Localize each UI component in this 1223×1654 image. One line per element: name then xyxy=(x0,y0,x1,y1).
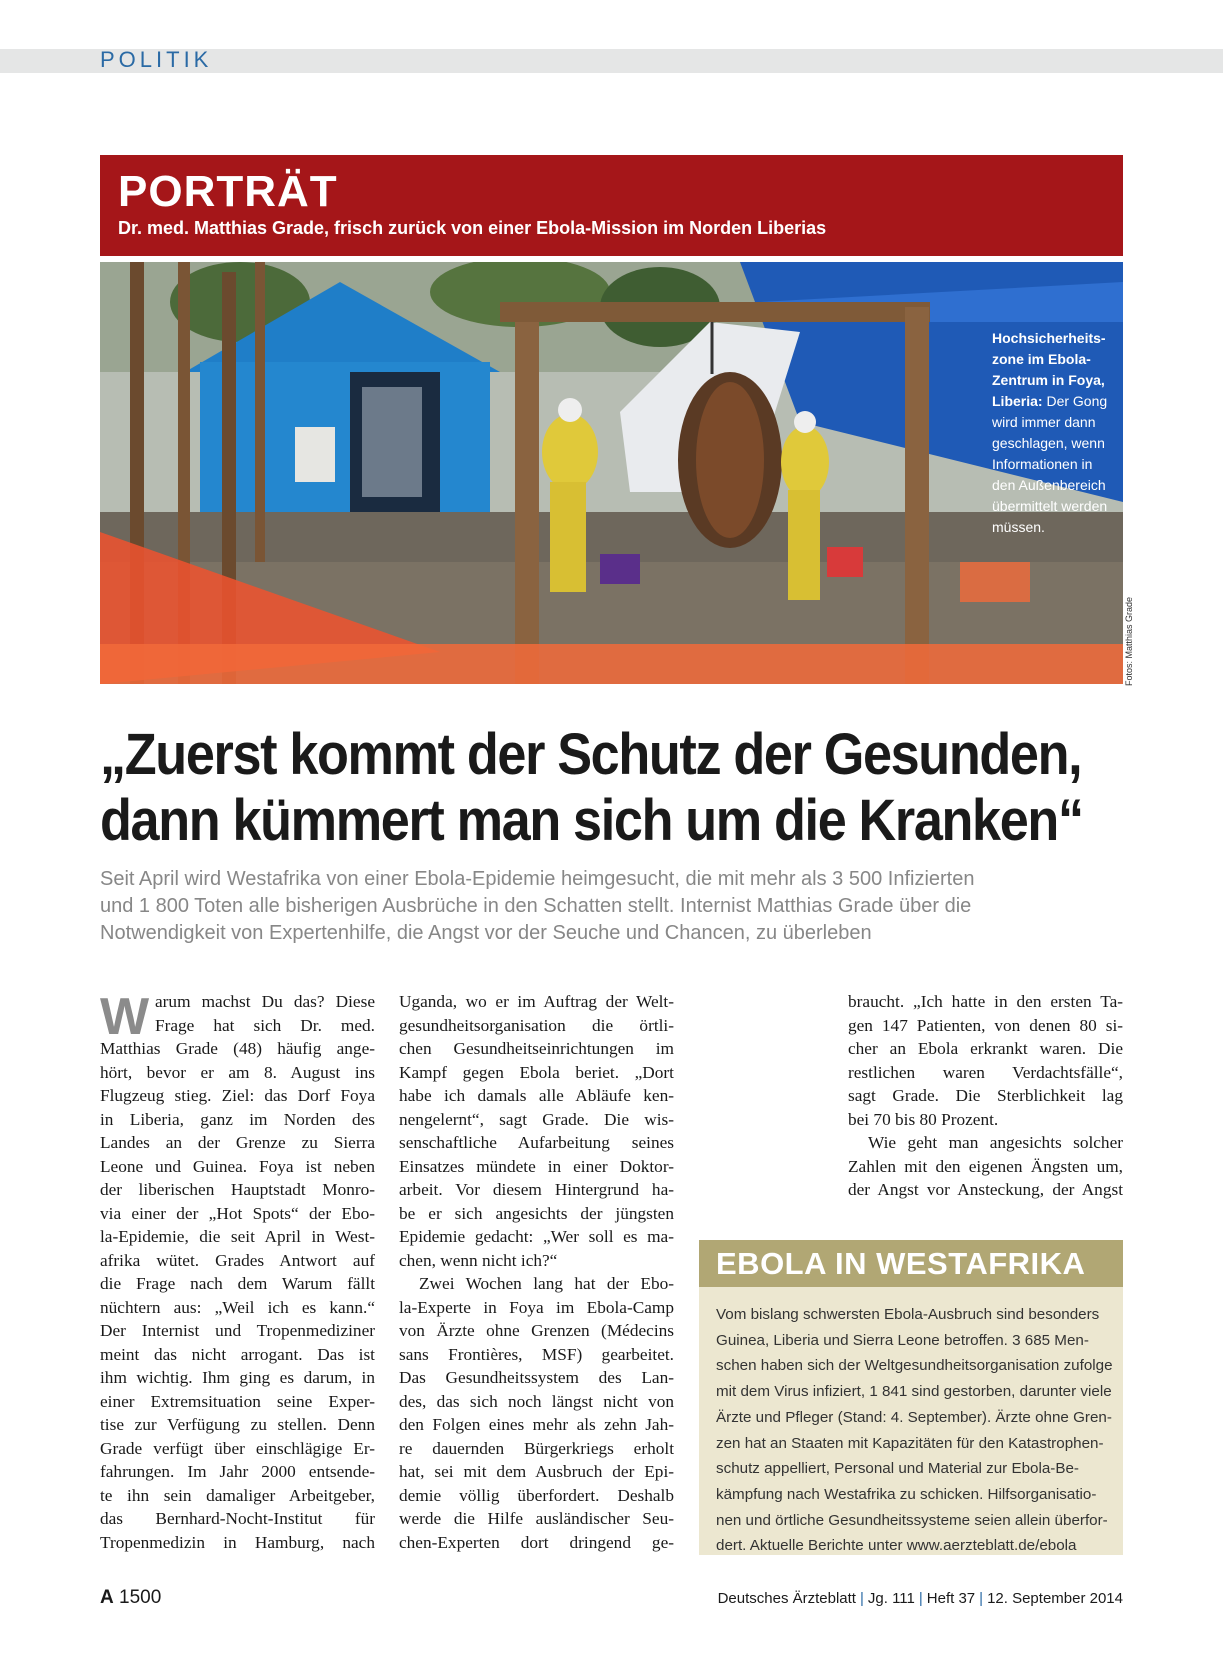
article-column-3: braucht. „Ich hatte in den ersten Ta- gen 147 Patienten, von denen 80 si- cher an Ebola erkrankt waren. Die restlichen waren Verdachtsfälle“, sagt Grade. Die Sterblichkeit lag bei 70 bis 80 Prozent. Wie geht man angesichts solcher Zahlen mit den eigenen Ängsten um, der Angst vor Ansteckung, der Angst xyxy=(848,992,1123,1199)
journal-date: 12. September 2014 xyxy=(987,1590,1123,1607)
caption-bold: Hochsicherheits- zone im Ebola- Zentrum in Foya, Liberia: xyxy=(992,330,1106,409)
journal-footer: Deutsches Ärzteblatt | Jg. 111 | Heft 37 | 12. September 2014 xyxy=(717,1590,1123,1607)
section-label: POLITIK xyxy=(100,47,213,72)
photo-credit: Fotos: Matthias Grade xyxy=(1124,596,1134,686)
info-box-header xyxy=(699,1240,1123,1287)
journal-volume: Jg. 111 xyxy=(867,1590,915,1607)
page-number: A 1500 xyxy=(100,1587,162,1608)
drop-cap: W xyxy=(100,988,150,1046)
portrait-title: PORTRÄT xyxy=(118,167,338,216)
lead-paragraph: Seit April wird Westafrika von einer Ebola-Epidemie heimgesucht, die mit mehr als 3 500 Infizierten und 1 800 Toten alle bisherigen Ausbrüche in den Schatten stellt. Internist Matthias Grade über die Notwendigkeit von Expertenhilfe, die Angst vor der Seuche und Chancen, zu überleben xyxy=(100,868,975,944)
ebola-info-box xyxy=(699,1240,1123,1555)
journal-name: Deutsches Ärzteblatt xyxy=(717,1590,856,1607)
portrait-banner xyxy=(100,155,1123,256)
info-box-text: Vom bislang schwersten Ebola-Ausbruch sind besonders Guinea, Liberia und Sierra Leone betroffen. 3 685 Men- schen haben sich der Weltgesundheitsorganisation zufolge mit dem Virus infiziert, 1 841 sind gestorben, darunter viele Ärzte und Pfleger (Stand: 4. September). Ärzte ohne Gren- zen hat an Staaten mit Kapazitäten für den Katastrophen- schutz appelliert, Personal und Material zur Ebola-Be- kämpfung nach Westafrika zu schicken. Hilfsorganisatio- nen und örtliche Gesundheitssysteme seien allein überfor- dert. Aktuelle Berichte unter www.aerzteblatt.de/ebola xyxy=(716,1306,1113,1555)
portrait-subtitle: Dr. med. Matthias Grade, frisch zurück von einer Ebola-Mission im Norden Liberias xyxy=(118,218,827,238)
info-box-title: EBOLA IN WESTAFRIKA xyxy=(716,1246,1086,1281)
ebola-camp-photo xyxy=(100,262,1123,684)
photo-caption: Hochsicherheits- zone im Ebola- Zentrum in Foya, Liberia: Der Gong wird immer dann geschlagen, wenn Informationen in den Außenbereich übermittelt werden müssen. xyxy=(992,328,1116,538)
article-column-2: Uganda, wo er im Auftrag der Welt- gesundheitsorganisation die örtli- chen Gesundheitseinrichtungen im Kampf gegen Ebola beriet. „Dort habe ich damals alle Abläufe ken- nengelernt“, sagt Grade. Die wis- senschaftliche Aufarbeitung seines Einsatzes mündete in einer Doktor- arbeit. Vor diesem Hintergrund ha- be er sich angesichts der jüngsten Epidemie gedacht: „Wer soll es ma- chen, wenn nicht ich?“ Zwei Wochen lang hat der Ebo- la-Experte in Foya im Ebola-Camp von Ärzte ohne Grenzen (Médecins sans Frontières, MSF) gearbeitet. Das Gesundheitssystem des Lan- des, das sich noch längst nicht von den Folgen eines mehr als zehn Jah- re dauernden Bürgerkriegs erholt hat, sei mit dem Ausbruch der Epi- demie völlig überfordert. Deshalb werde die Hilfe ausländischer Seu- chen-Experten dort dringend ge- xyxy=(399,992,674,1552)
article-column-1: arum machst Du das? Diese Frage hat sich Dr. med. Matthias Grade (48) häufig ange- hört, bevor er am 8. August ins Flugzeug stieg. Ziel: das Dorf Foya in Liberia, ganz im Norden des Landes an der Grenze zu Sierra Leone und Guinea. Foya ist neben der liberischen Hauptstadt Monro- via einer der „Hot Spots“ der Ebo- la-Epidemie, die seit April in West- afrika wütet. Grades Antwort auf die Frage nach dem Warum fällt nüchtern aus: „Weil ich es kann.“ Der Internist und Tropenmediziner meint das nicht arrogant. Das ist ihm wichtig. Ihm ging es darum, in einer Extremsituation seine Exper- tise zur Verfügung zu stellen. Denn Grade verfügt über einschlägige Er- fahrungen. Im Jahr 2000 entsende- te ihn sein damaliger Arbeitgeber, das Bernhard-Nocht-Institut für Tropenmedizin in Hamburg, nach xyxy=(100,992,375,1552)
headline: „Zuerst kommt der Schutz der Gesunden, dann kümmert man sich um die Kranken“ xyxy=(100,722,1083,853)
journal-issue: Heft 37 xyxy=(926,1590,976,1607)
